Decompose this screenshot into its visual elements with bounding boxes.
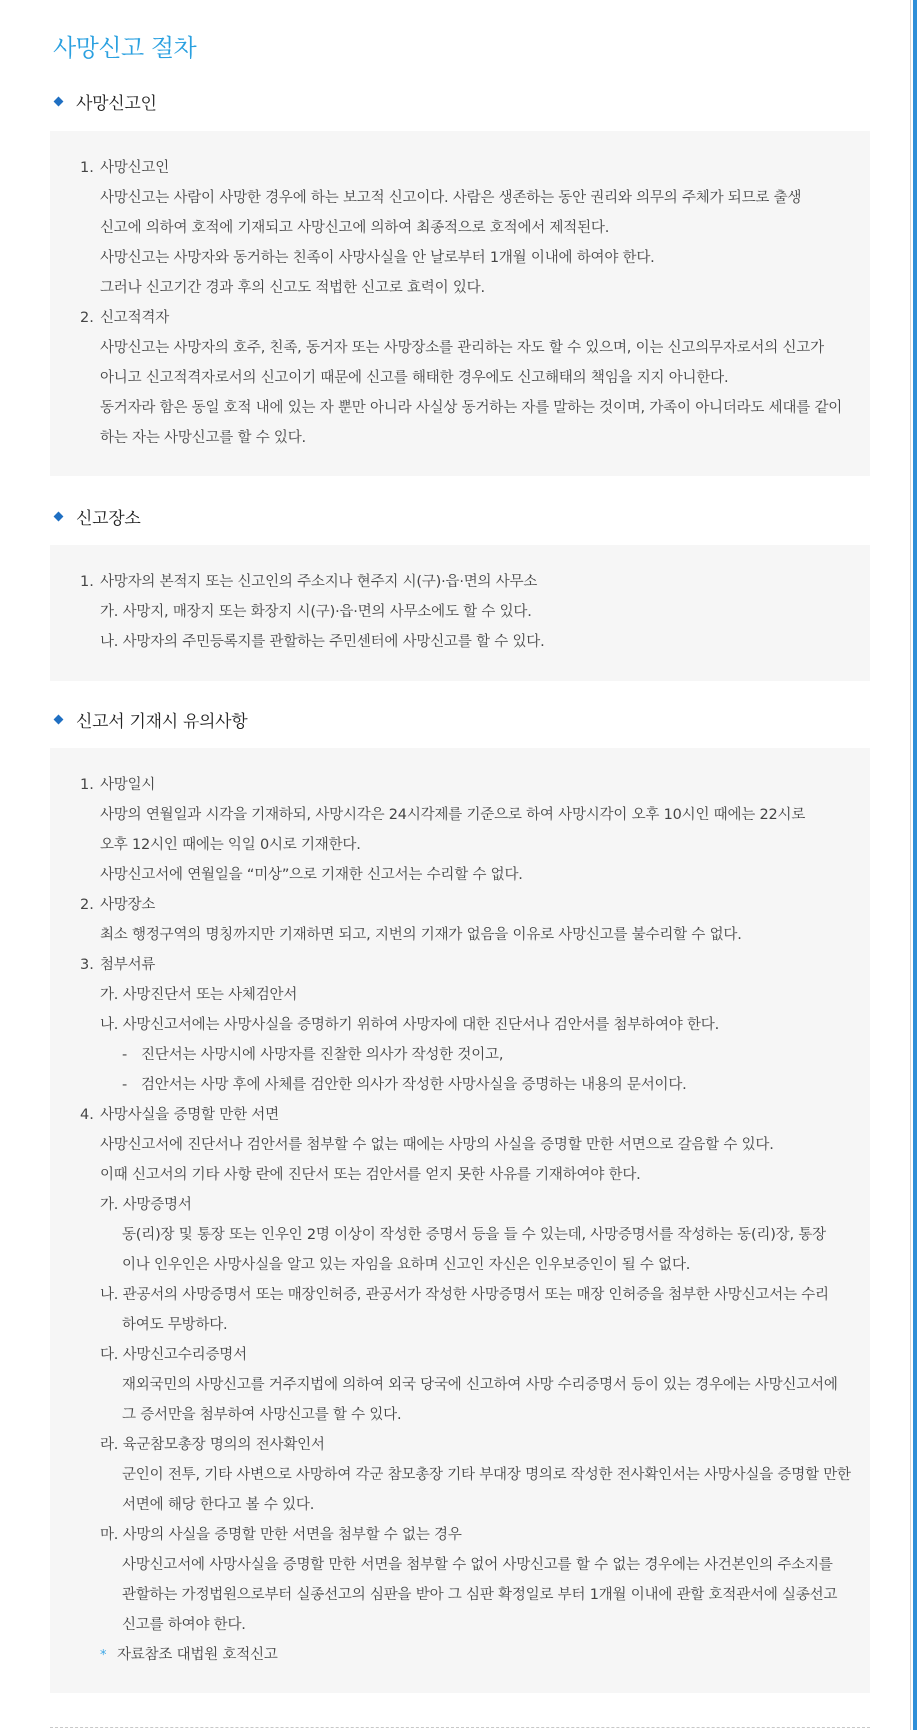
sub-item-title: 나. 관공서의 사망증명서 또는 매장인허증, 관공서가 작성한 사망증명서 또는 매장 인허증을 첨부한 사망신고서는 수리 [100, 1287, 829, 1303]
sub-item-text: 서면에 해당 한다고 볼 수 있다. [122, 1497, 315, 1513]
sub-item-title: 다. 사망신고수리증명서 [100, 1347, 247, 1363]
section-box-place [50, 545, 870, 681]
item-number: 1. [80, 160, 94, 176]
diamond-bullet-icon [54, 96, 64, 106]
item-title: 사망신고인 [100, 160, 170, 176]
item-title: 사망장소 [100, 897, 156, 913]
sub-item-text: 그 증서만을 첨부하여 사망신고를 할 수 있다. [122, 1407, 402, 1423]
item-text: 신고에 의하여 호적에 기재되고 사망신고에 의하여 최종적으로 호적에서 제적된다. [100, 220, 610, 236]
dash-bullet-icon: - [122, 1047, 128, 1063]
section-title: 사망신고인 [76, 93, 157, 114]
diamond-bullet-icon [54, 511, 64, 521]
item-title: 신고적격자 [100, 310, 170, 326]
dash-item-text: 검안서는 사망 후에 사체를 검안한 의사가 작성한 사망사실을 증명하는 내용의 문서이다. [141, 1077, 687, 1093]
right-frame-border [910, 0, 920, 1730]
section-title: 신고서 기재시 유의사항 [76, 711, 248, 732]
sub-item-text: 군인이 전투, 기타 사변으로 사망하여 각군 참모총장 기타 부대장 명의로 작성한 전사확인서는 사망사실을 증명할 만한 [122, 1467, 851, 1483]
item-text: 나. 사망자의 주민등록지를 관할하는 주민센터에 사망신고를 할 수 있다. [100, 634, 545, 650]
sub-item-text: 하여도 무방하다. [122, 1317, 228, 1333]
item-text: 이때 신고서의 기타 사항 란에 진단서 또는 검안서를 얻지 못한 사유를 기재하여야 한다. [100, 1167, 641, 1183]
source-note: 자료참조 대법원 호적신고 [117, 1647, 278, 1663]
item-number: 2. [80, 897, 94, 913]
item-text: 오후 12시인 때에는 익일 0시로 기재한다. [100, 837, 361, 853]
item-text: 사망신고는 사망자의 호주, 친족, 동거자 또는 사망장소를 관리하는 자도 할 수 있으며, 이는 신고의무자로서의 신고가 [100, 340, 824, 356]
sub-item-title: 가. 사망증명서 [100, 1197, 192, 1213]
sub-item-text: 사망신고서에 사망사실을 증명할 만한 서면을 첨부할 수 없어 사망신고를 할 수 없는 경우에는 사건본인의 주소지를 [122, 1557, 833, 1573]
item-number: 1. [80, 574, 94, 590]
section-heading-reporter [50, 89, 157, 113]
dash-item-text: 진단서는 사망시에 사망자를 진찰한 의사가 작성한 것이고, [141, 1047, 504, 1063]
sub-item-title: 마. 사망의 사실을 증명할 만한 서면을 첨부할 수 없는 경우 [100, 1527, 462, 1543]
item-title: 첨부서류 [100, 957, 156, 973]
item-text: 최소 행정구역의 명칭까지만 기재하면 되고, 지번의 기재가 없음을 이유로 사망신고를 불수리할 수 없다. [100, 927, 742, 943]
item-text: 사망신고는 사망자와 동거하는 친족이 사망사실을 안 날로부터 1개월 이내에 하여야 한다. [100, 250, 655, 266]
item-title: 사망자의 본적지 또는 신고인의 주소지나 현주지 시(구)·읍·면의 사무소 [100, 574, 538, 590]
section-title: 신고장소 [76, 508, 141, 529]
diamond-bullet-icon [54, 714, 64, 724]
page-title: 사망신고 절차 [53, 34, 197, 62]
item-text: 나. 사망신고서에는 사망사실을 증명하기 위하여 사망자에 대한 진단서나 검안서를 첨부하여야 한다. [100, 1017, 719, 1033]
item-text: 사망의 연월일과 시각을 기재하되, 사망시각은 24시각제를 기준으로 하여 사망시각이 오후 10시인 때에는 22시로 [100, 807, 806, 823]
bottom-divider [50, 1727, 870, 1728]
item-text: 그러나 신고기간 경과 후의 신고도 적법한 신고로 효력이 있다. [100, 280, 485, 296]
item-title: 사망사실을 증명할 만한 서면 [100, 1107, 279, 1123]
item-number: 1. [80, 777, 94, 793]
item-text: 아니고 신고적격자로서의 신고이기 때문에 신고를 해태한 경우에도 신고해태의 책임을 지지 아니한다. [100, 370, 729, 386]
sub-item-text: 이나 인우인은 사망사실을 알고 있는 자임을 요하며 신고인 자신은 인우보증인이 될 수 없다. [122, 1257, 691, 1273]
item-text: 하는 자는 사망신고를 할 수 있다. [100, 430, 306, 446]
item-number: 4. [80, 1107, 94, 1123]
section-box-notes [50, 748, 870, 1693]
item-title: 사망일시 [100, 777, 156, 793]
section-box-reporter [50, 131, 870, 476]
section-heading-notes [50, 707, 247, 731]
sub-item-text: 재외국민의 사망신고를 거주지법에 의하여 외국 당국에 신고하여 사망 수리증명서 등이 있는 경우에는 사망신고서에 [122, 1377, 838, 1393]
item-number: 2. [80, 310, 94, 326]
sub-item-text: 동(리)장 및 통장 또는 인우인 2명 이상이 작성한 증명서 등을 들 수 있는데, 사망증명서를 작성하는 동(리)장, 통장 [122, 1227, 826, 1243]
item-number: 3. [80, 957, 94, 973]
item-text: 동거자라 함은 동일 호적 내에 있는 자 뿐만 아니라 사실상 동거하는 자를 말하는 것이며, 가족이 아니더라도 세대를 같이 [100, 400, 843, 416]
item-text: 가. 사망지, 매장지 또는 화장지 시(구)·읍·면의 사무소에도 할 수 있다. [100, 604, 532, 620]
item-text: 사망신고서에 진단서나 검안서를 첨부할 수 없는 때에는 사망의 사실을 증명할 만한 서면으로 갈음할 수 있다. [100, 1137, 774, 1153]
section-heading-place [50, 504, 141, 528]
item-text: 사망신고는 사람이 사망한 경우에 하는 보고적 신고이다. 사람은 생존하는 동안 권리와 의무의 주체가 되므로 출생 [100, 190, 802, 206]
sub-item-text: 신고를 하여야 한다. [122, 1617, 246, 1633]
item-text: 사망신고서에 연월일을 “미상”으로 기재한 신고서는 수리할 수 없다. [100, 867, 523, 883]
sub-item-title: 라. 육군참모총장 명의의 전사확인서 [100, 1437, 325, 1453]
item-text: 가. 사망진단서 또는 사체검안서 [100, 987, 298, 1003]
asterisk-icon: * [100, 1648, 107, 1663]
sub-item-text: 관할하는 가정법원으로부터 실종선고의 심판을 받아 그 심판 확정일로 부터 1개월 이내에 관할 호적관서에 실종선고 [122, 1587, 838, 1603]
dash-bullet-icon: - [122, 1077, 128, 1093]
